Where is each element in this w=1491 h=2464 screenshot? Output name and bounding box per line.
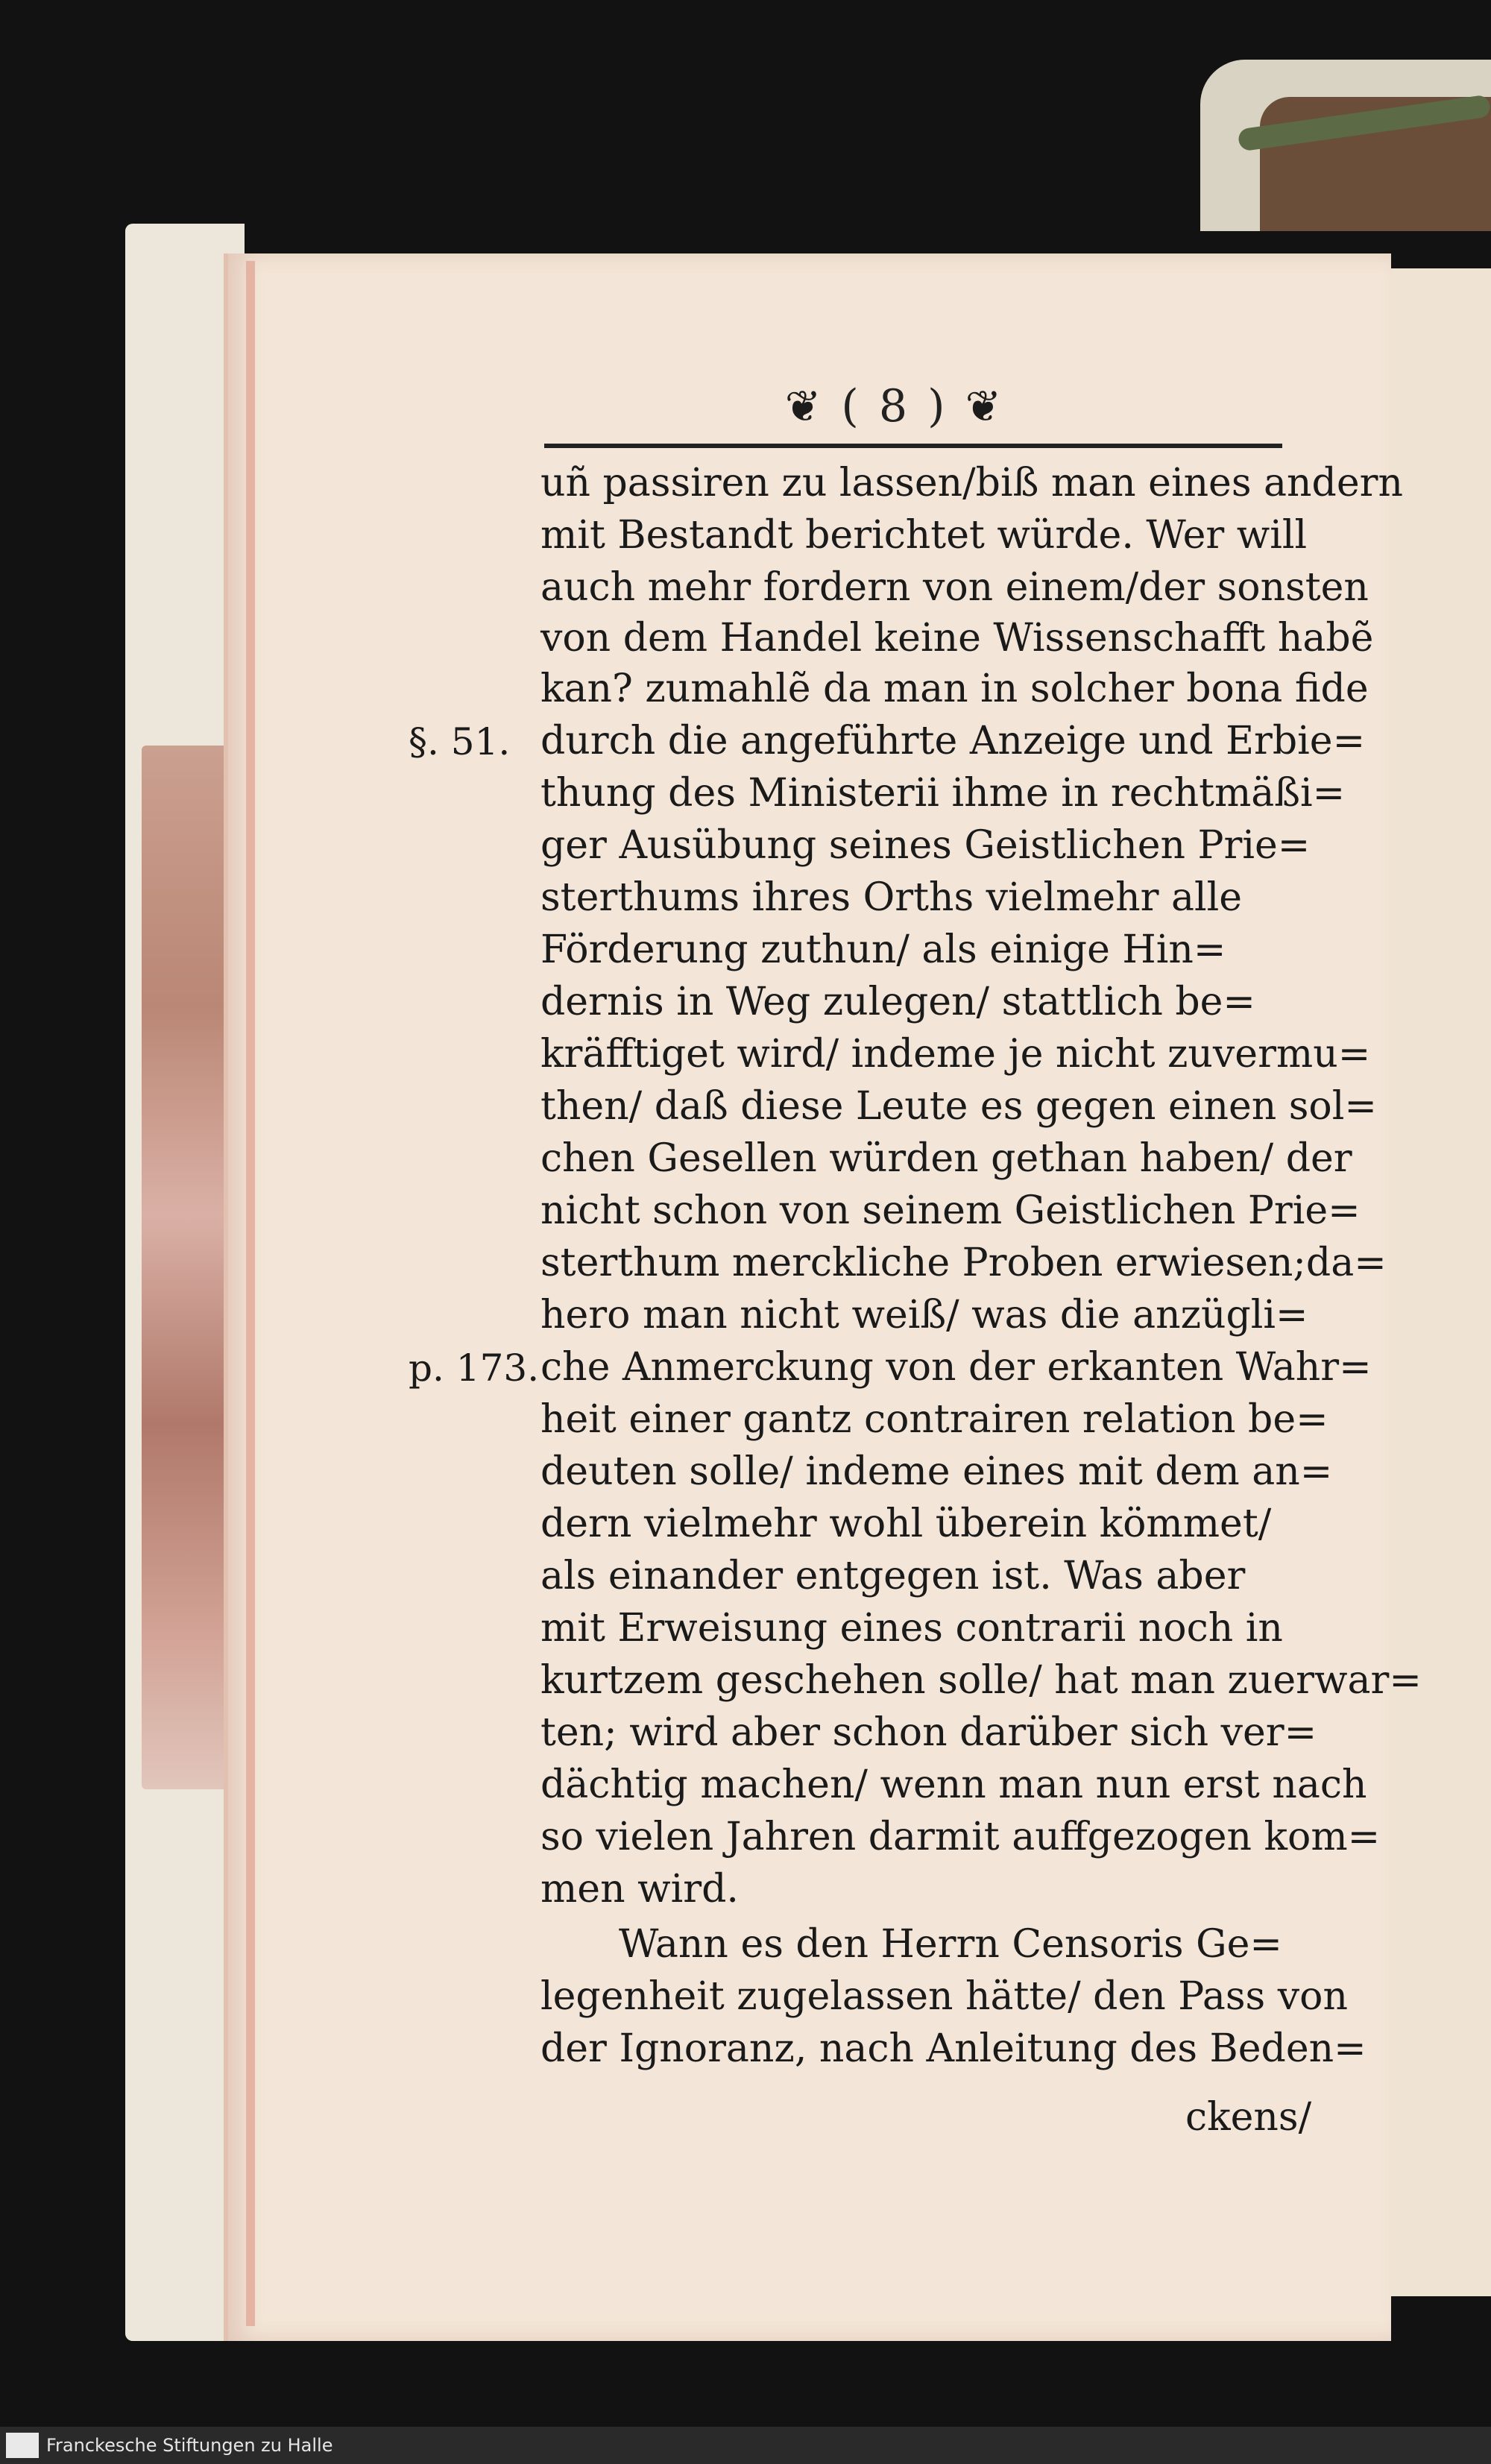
page-number: ( 8 ) <box>841 380 948 432</box>
text-line: Wann es den Herrn Censoris Ge= <box>619 1922 1282 1967</box>
text-line: von dem Handel keine Wissenschafft habẽ <box>540 616 1374 661</box>
text-line: heit einer gantz contrairen relation be= <box>540 1397 1328 1442</box>
text-line: kurtzem geschehen solle/ hat man zuerwar= <box>540 1658 1422 1703</box>
text-line: dernis in Weg zulegen/ stattlich be= <box>540 980 1256 1024</box>
text-line: hero man nicht weiß/ was die anzügli= <box>540 1293 1308 1337</box>
text-line: chen Gesellen würden gethan haben/ der <box>540 1136 1352 1181</box>
text-line: sterthum merckliche Proben erwiesen;da= <box>540 1241 1387 1285</box>
text-line: durch die angeführte Anzeige und Erbie= <box>540 719 1366 763</box>
text-line: nicht schon von seinem Geistlichen Prie= <box>540 1188 1361 1233</box>
text-line: kan? zumahlẽ da man in solcher bona fide <box>540 667 1369 711</box>
ornament-right-icon: ❦ <box>965 381 1005 432</box>
footer-institution: Franckesche Stiftungen zu Halle <box>46 2435 333 2456</box>
text-line: der Ignoranz, nach Anleitung des Beden= <box>540 2026 1367 2071</box>
text-line: legenheit zugelassen hätte/ den Pass von <box>540 1974 1348 2019</box>
text-line: mit Erweisung eines contrarii noch in <box>540 1606 1283 1651</box>
page-red-edge <box>246 261 255 2326</box>
text-line: auch mehr fordern von einem/der sonsten <box>540 565 1369 610</box>
institution-logo-icon <box>6 2433 39 2458</box>
text-line: so vielen Jahren darmit auffgezogen kom= <box>540 1815 1381 1859</box>
text-line: uñ passiren zu lassen/biß man eines andern <box>540 461 1403 505</box>
text-line: thung des Ministerii ihme in rechtmäßi= <box>540 771 1346 816</box>
catchword: ckens/ <box>1185 2095 1312 2140</box>
text-line: ten; wird aber schon darüber sich ver= <box>540 1710 1317 1755</box>
margin-note: p. 173. <box>409 1346 540 1390</box>
text-line: ger Ausübung seines Geistlichen Prie= <box>540 823 1311 868</box>
text-line: mit Bestandt berichtet würde. Wer will <box>540 513 1308 558</box>
ornament-left-icon: ❦ <box>784 381 825 432</box>
page-header <box>738 380 1051 432</box>
text-line: Förderung zuthun/ als einige Hin= <box>540 927 1226 972</box>
text-line: deuten solle/ indeme eines mit dem an= <box>540 1449 1333 1494</box>
text-line: kräfftiget wird/ indeme je nicht zuvermu= <box>540 1032 1371 1077</box>
text-line: sterthums ihres Orths vielmehr alle <box>540 875 1243 920</box>
header-rule <box>544 444 1282 448</box>
text-line: then/ daß diese Leute es gegen einen sol= <box>540 1084 1377 1129</box>
text-line: che Anmerckung von der erkanten Wahr= <box>540 1345 1372 1390</box>
text-line: dächtig machen/ wenn man nun erst nach <box>540 1762 1367 1807</box>
margin-note: §. 51. <box>409 720 511 763</box>
marbled-endpaper <box>142 746 231 1789</box>
text-line: men wird. <box>540 1867 739 1912</box>
text-line: als einander entgegen ist. Was aber <box>540 1554 1246 1598</box>
text-line: dern vielmehr wohl überein kömmet/ <box>540 1502 1272 1546</box>
